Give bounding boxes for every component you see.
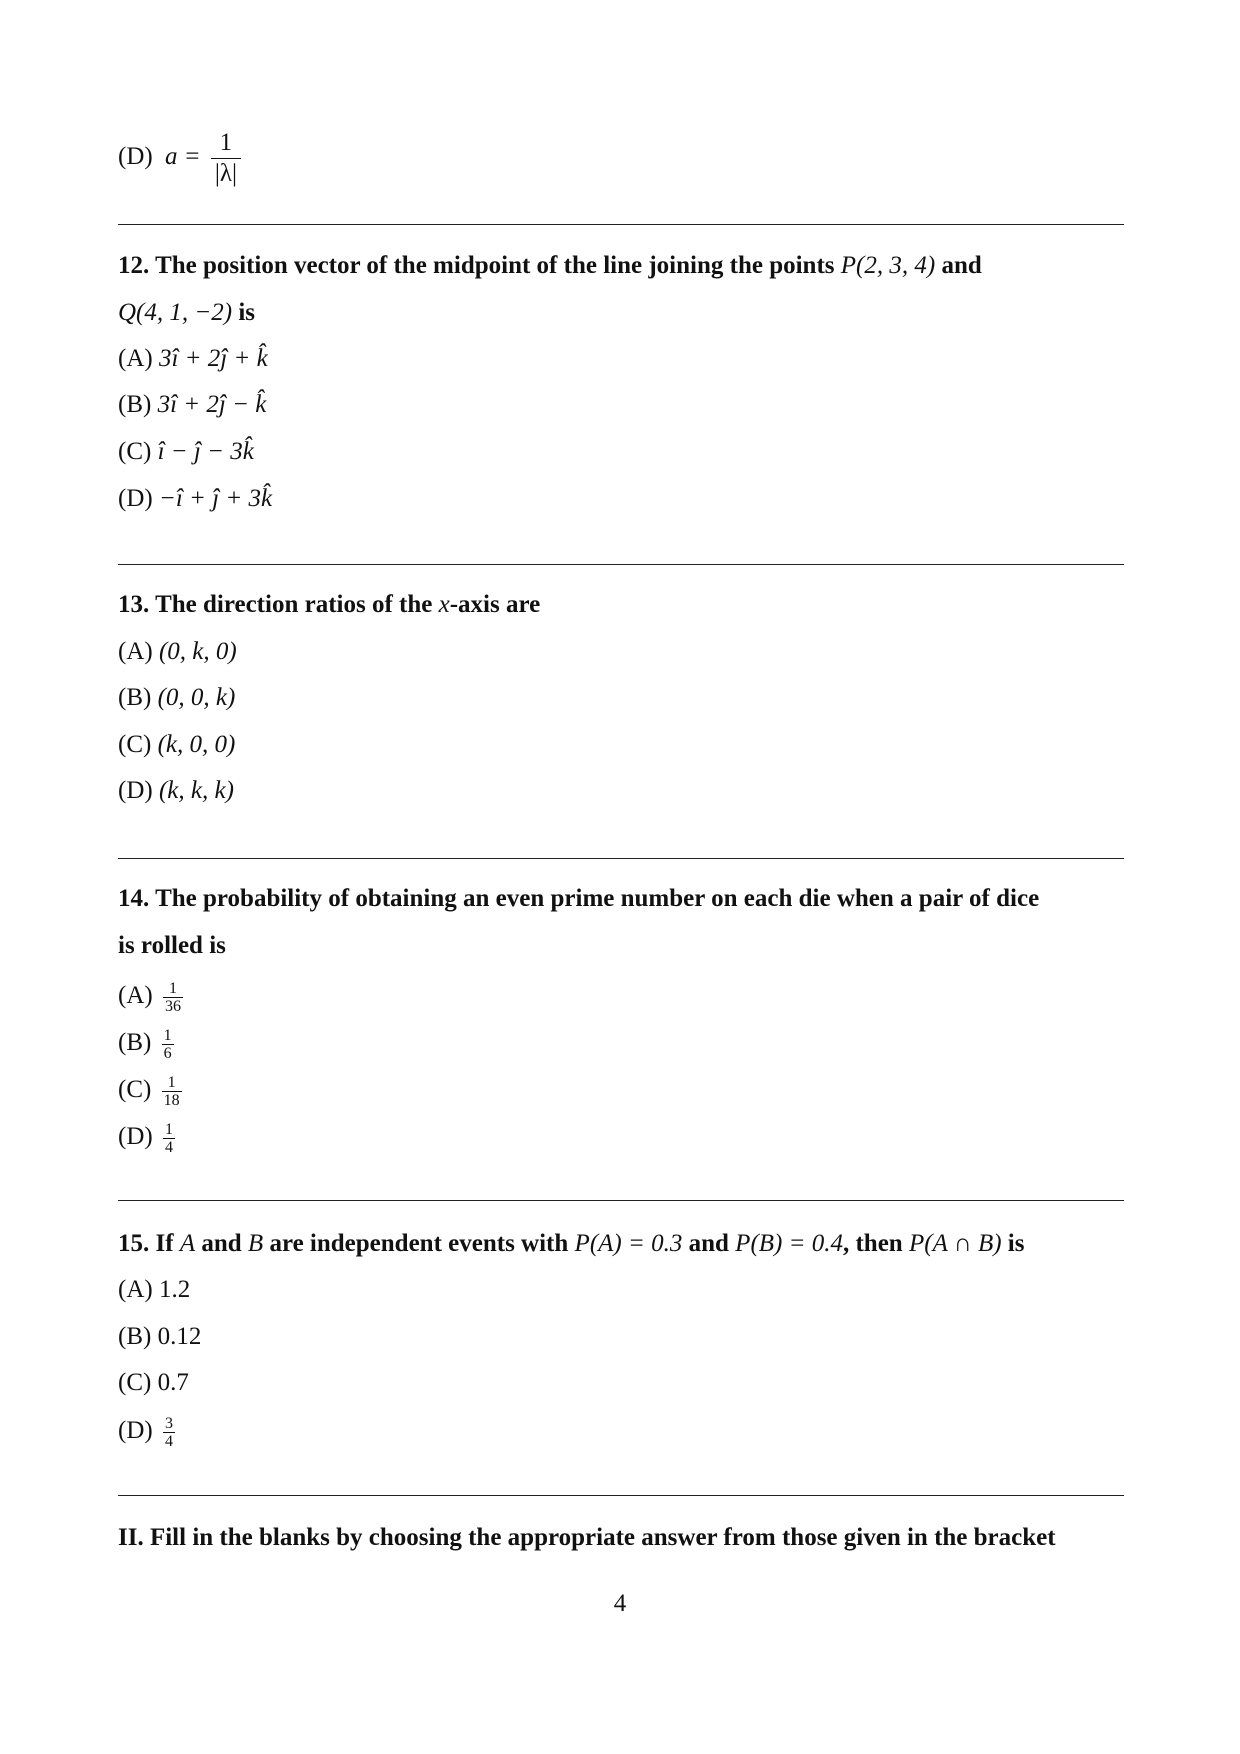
q12-option-a (118, 344, 268, 374)
option-label: (B) (118, 1029, 152, 1057)
divider (118, 1200, 1124, 1201)
option-label: (B) (118, 684, 152, 711)
q15-option-b (118, 1322, 201, 1352)
option-label: (A) (118, 345, 153, 372)
divider (118, 224, 1124, 225)
option-value: 0.12 (157, 1323, 202, 1350)
q12-option-b (118, 390, 266, 420)
divider (118, 1495, 1124, 1496)
fraction-numerator: 3 (164, 1415, 173, 1432)
option-value: 1.2 (158, 1276, 191, 1303)
question-text: The direction ratios of the (155, 591, 433, 618)
question-text: , then (842, 1230, 903, 1257)
fraction-denominator: |λ| (211, 158, 241, 189)
option-label: (D) (118, 143, 153, 171)
question-text: is rolled is (118, 932, 226, 959)
fraction-denominator: 6 (163, 1045, 172, 1062)
divider (118, 858, 1124, 859)
option-label: (C) (118, 1369, 152, 1396)
option-label: (B) (118, 1323, 152, 1350)
option-label: (A) (118, 638, 153, 665)
option-label: (C) (118, 731, 152, 758)
option-label: (B) (118, 391, 152, 418)
question-text: is (1007, 1230, 1025, 1257)
option-label: (A) (118, 982, 153, 1010)
option-value: 0.7 (157, 1369, 189, 1396)
question-text: The position vector of the midpoint of the line joining the points (155, 252, 835, 279)
q13-option-c (118, 730, 235, 760)
option-value: −î + ĵ + 3k̂ (158, 485, 273, 512)
fraction-denominator: 4 (164, 1139, 173, 1156)
question-13-stem (118, 590, 540, 620)
q14-option-c (118, 1074, 182, 1109)
option-value: 3î + 2ĵ + k̂ (158, 345, 268, 372)
option-fraction (211, 128, 241, 189)
option-fraction (163, 1415, 175, 1450)
question-text: If (155, 1230, 174, 1257)
fraction-numerator: 1 (164, 1121, 173, 1138)
q12-option-d (118, 484, 272, 514)
option-value: 3î + 2ĵ − k̂ (157, 391, 267, 418)
option-label: (A) (118, 1276, 153, 1303)
divider (118, 564, 1124, 565)
question-12-stem-line2 (118, 298, 255, 328)
fraction-denominator: 4 (164, 1433, 173, 1450)
variable-x: x (438, 591, 450, 618)
fraction-numerator: 1 (219, 129, 233, 156)
option-label: (C) (118, 1076, 152, 1104)
question-14-stem-line2 (118, 931, 226, 961)
question-15-stem (118, 1229, 1024, 1259)
question-12-stem (118, 251, 982, 281)
question-text: -axis are (449, 591, 541, 618)
option-label: (D) (118, 485, 153, 512)
q13-option-b (118, 683, 235, 713)
event-b: B (247, 1230, 264, 1257)
page-number: 4 (613, 1590, 627, 1617)
question-14-stem (118, 884, 1039, 914)
option-fraction (162, 1027, 174, 1062)
question-text-is: is (238, 299, 256, 326)
q15-option-c (118, 1368, 189, 1398)
option-fraction (162, 1074, 182, 1109)
q13-option-a (118, 637, 237, 667)
fraction-numerator: 1 (167, 1074, 176, 1091)
q15-option-a (118, 1275, 190, 1305)
question-number: 15. (118, 1230, 150, 1257)
event-a: A (179, 1230, 196, 1257)
question-text-and: and (941, 252, 982, 279)
q14-option-a (118, 980, 183, 1015)
point-q: Q(4, 1, −2) (118, 299, 233, 326)
question-number: 14. (118, 885, 150, 912)
option-value: î − ĵ − 3k̂ (157, 438, 254, 465)
question-text: and (201, 1230, 242, 1257)
option-value: (0, 0, k) (157, 684, 236, 711)
q12-option-c (118, 437, 254, 467)
question-number: 12. (118, 252, 150, 279)
probability-intersection: P(A ∩ B) (908, 1230, 1002, 1257)
option-label: (D) (118, 777, 153, 804)
point-p: P(2, 3, 4) (840, 252, 936, 279)
question-text: The probability of obtaining an even prime number on each die when a pair of dice (155, 885, 1040, 912)
option-fraction (163, 980, 183, 1015)
question-text: and (688, 1230, 729, 1257)
option-fraction (163, 1121, 175, 1156)
fraction-denominator: 36 (164, 998, 181, 1015)
option-label: (D) (118, 1417, 153, 1445)
option-value: (k, 0, 0) (157, 731, 236, 758)
question-number: 13. (118, 591, 150, 618)
question-text: are independent events with (269, 1230, 569, 1257)
q15-option-d (118, 1415, 175, 1450)
section-heading: II. Fill in the blanks by choosing the appropriate answer from those given in the bracket (118, 1524, 1056, 1551)
option-value: (k, k, k) (158, 777, 234, 804)
fraction-denominator: 18 (163, 1092, 180, 1109)
q13-option-d (118, 776, 234, 806)
q14-option-d (118, 1121, 175, 1156)
probability-a: P(A) = 0.3 (574, 1230, 683, 1257)
option-value: (0, k, 0) (158, 638, 237, 665)
fraction-numerator: 1 (163, 1027, 172, 1044)
fraction-numerator: 1 (168, 980, 177, 997)
option-label: (D) (118, 1123, 153, 1151)
q14-option-b (118, 1027, 174, 1062)
q11-option-d (118, 128, 241, 189)
option-label: (C) (118, 438, 152, 465)
probability-b: P(B) = 0.4 (735, 1230, 843, 1257)
option-lhs: a = (164, 143, 201, 171)
